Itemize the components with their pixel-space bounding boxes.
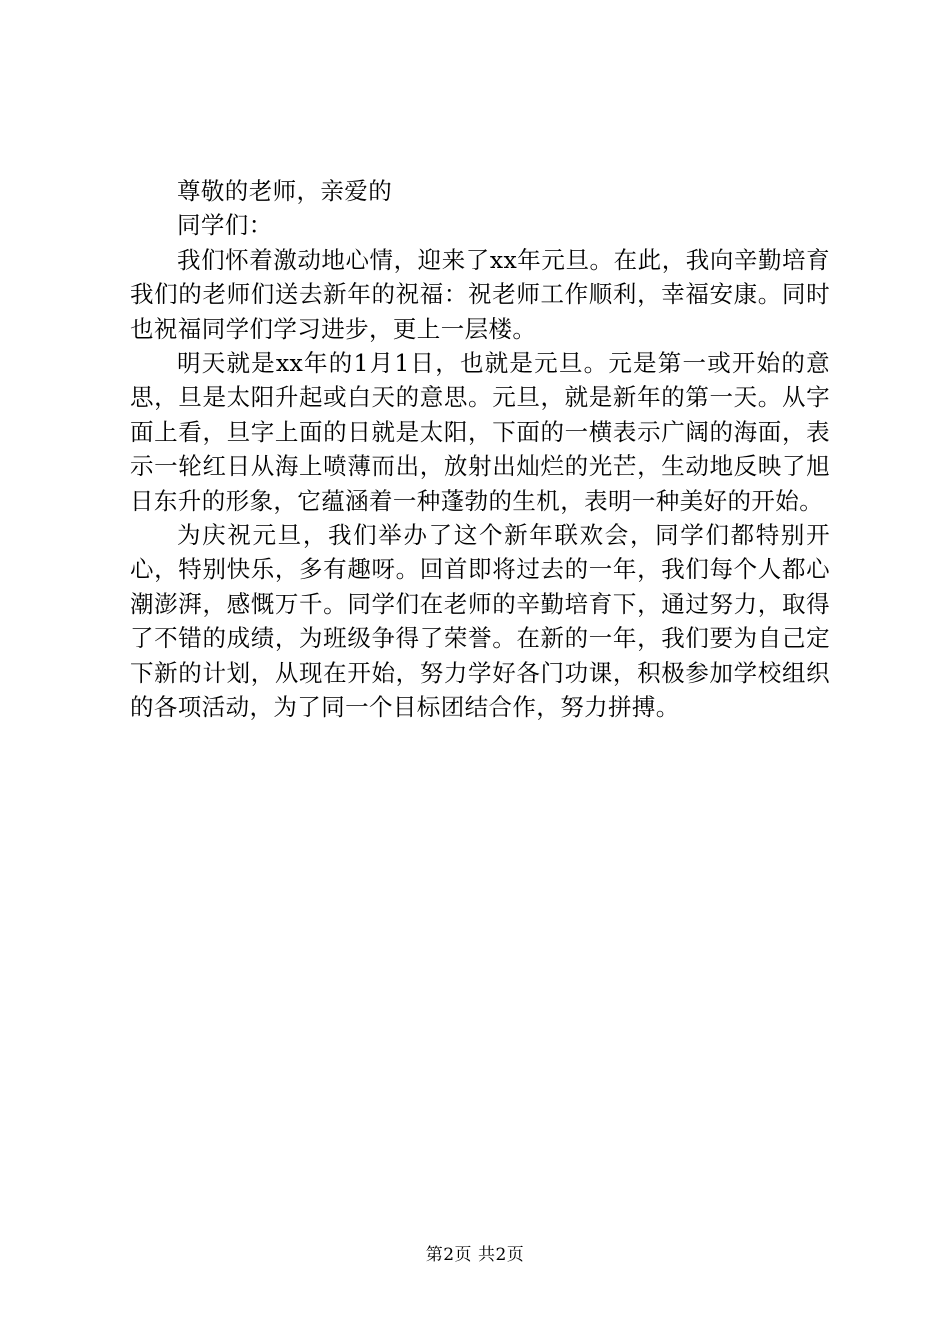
salutation-line-1: 尊敬的老师，亲爱的 [177, 177, 393, 205]
page-footer [0, 1244, 950, 1266]
page-number: 第2页 共2页 [425, 1245, 525, 1265]
document-body [130, 174, 830, 725]
paragraph-celebration: 为庆祝元旦，我们举办了这个新年联欢会，同学们都特别开心，特别快乐，多有趣呀。回首即将过去的一年，我们每个人都心潮澎湃，感慨万千。同学们在老师的辛勤培育下，通过努力，取得了不错的成绩，为班级争得了荣誉。在新的一年，我们要为自己定下新的计划，从现在开始，努力学好各门功课，积极参加学校组织的各项活动，为了同一个目标团结合作，努力拼搏。 [130, 521, 830, 722]
salutation-line-2: 同学们： [177, 211, 273, 240]
paragraph-yuandan-meaning: 明天就是xx年的1月1日，也就是元旦。元是第一或开始的意思，旦是太阳升起或白天的意思。元旦，就是新年的第一天。从字面上看，旦字上面的日就是太阳，下面的一横表示广阔的海面，表示一轮红日从海上喷薄而出，放射出灿烂的光芒，生动地反映了旭日东升的形象，它蕴涵着一种蓬勃的生机，表明一种美好的开始。 [130, 349, 830, 515]
paragraph-greeting: 我们怀着激动地心情，迎来了xx年元旦。在此，我向辛勤培育我们的老师们送去新年的祝福：祝老师工作顺利，幸福安康。同时也祝福同学们学习进步，更上一层楼。 [130, 245, 830, 343]
